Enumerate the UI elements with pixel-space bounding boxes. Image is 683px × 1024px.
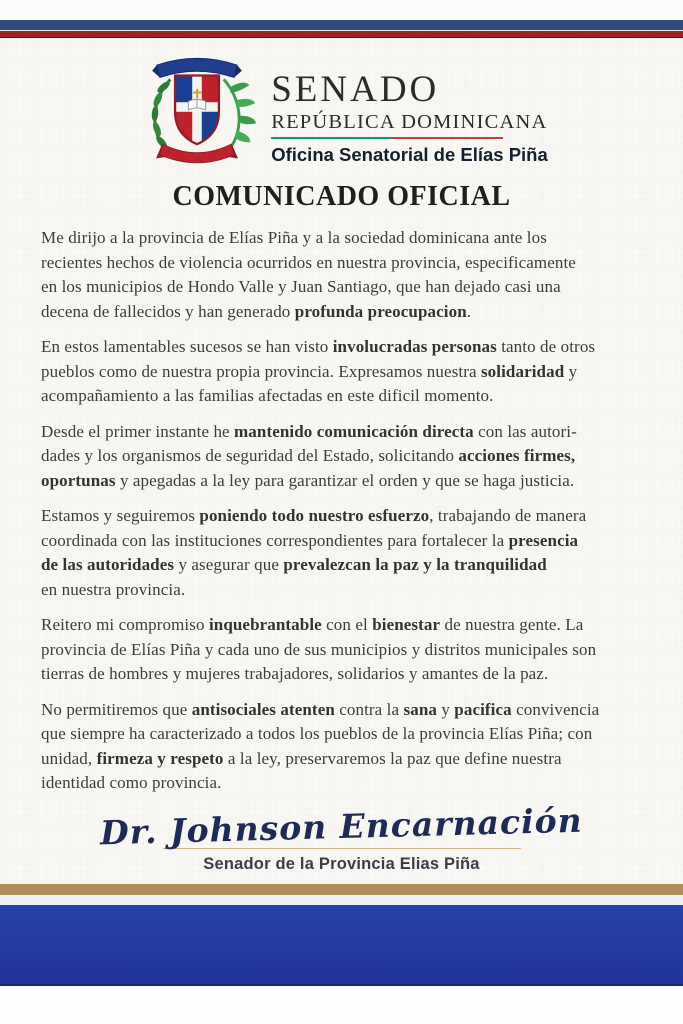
org-subtitle: REPÚBLICA DOMINICANA	[271, 110, 548, 133]
footer-blue-bar	[0, 905, 683, 986]
office-name: Oficina Senatorial de Elías Piña	[271, 144, 548, 166]
page-title: COMUNICADO OFICIAL	[172, 181, 511, 212]
communique-body	[0, 226, 683, 807]
top-white-strip	[0, 0, 683, 20]
paragraph-1: Me dirijo a la provincia de Elías Piña y a la sociedad dominicana ante los recientes hechos de violencia ocurridos en nuestra provincia, especificamente en los municipios de Hondo Valle y Juan Santiago, que han dejado casi una decena de fallecidos y han generado profunda preocupacion.	[41, 228, 576, 321]
org-name: SENADO	[271, 69, 440, 110]
paragraph-4: Estamos y seguiremos poniendo todo nuestro esfuerzo, trabajando de manera coordinada con las instituciones correspondientes para fortalecer la presencia de las autoridades y asegurar que prevalezcan la paz y la tranquilidad en nuestra provincia.	[41, 506, 587, 599]
footer-gold-bar	[0, 884, 683, 895]
green-red-divider	[271, 137, 503, 139]
signature-role: Senador de la Provincia Elias Piña	[203, 854, 480, 873]
paragraph-2: En estos lamentables sucesos se han visto involucradas personas tanto de otros pueblos como de nuestra propia provincia. Expresamos nuestra solidaridad y acompañamiento a las familias afectadas en este dificil momento.	[41, 337, 596, 405]
footer	[0, 884, 683, 1024]
footer-bottom-white	[0, 986, 683, 1024]
signature-block	[0, 800, 683, 874]
top-navy-bar	[0, 20, 683, 31]
paragraph-3: Desde el primer instante he mantenido comunicación directa con las autori- dades y los organismos de seguridad del Estado, solicitando acciones firmes, oportunas y apegadas a la ley para garantizar el orden y que se haga justicia.	[41, 421, 577, 490]
header	[0, 45, 683, 169]
dominican-coat-of-arms-icon	[135, 45, 259, 169]
header-text-block	[271, 71, 548, 166]
paragraph-6: No permitiremos que antisociales atenten contra la sana y pacifica convivencia que siempre ha caracterizado a todos los pueblos de la provincia Elías Piña; con unidad, firmeza y respeto a la ley, preservaremos la paz que define nuestra identidad como provincia.	[41, 699, 600, 792]
paragraph-5: Reitero mi compromiso inquebrantable con el bienestar de nuestra gente. La provincia de Elías Piña y cada uno de sus municipios y distritos municipales son tierras de hombres y mujeres trabajadores, solidarios y amantes de la paz.	[41, 615, 597, 683]
signature-name: Dr. Johnson Encarnación	[99, 800, 584, 852]
top-red-bar	[0, 31, 683, 38]
footer-white-gap	[0, 895, 683, 905]
